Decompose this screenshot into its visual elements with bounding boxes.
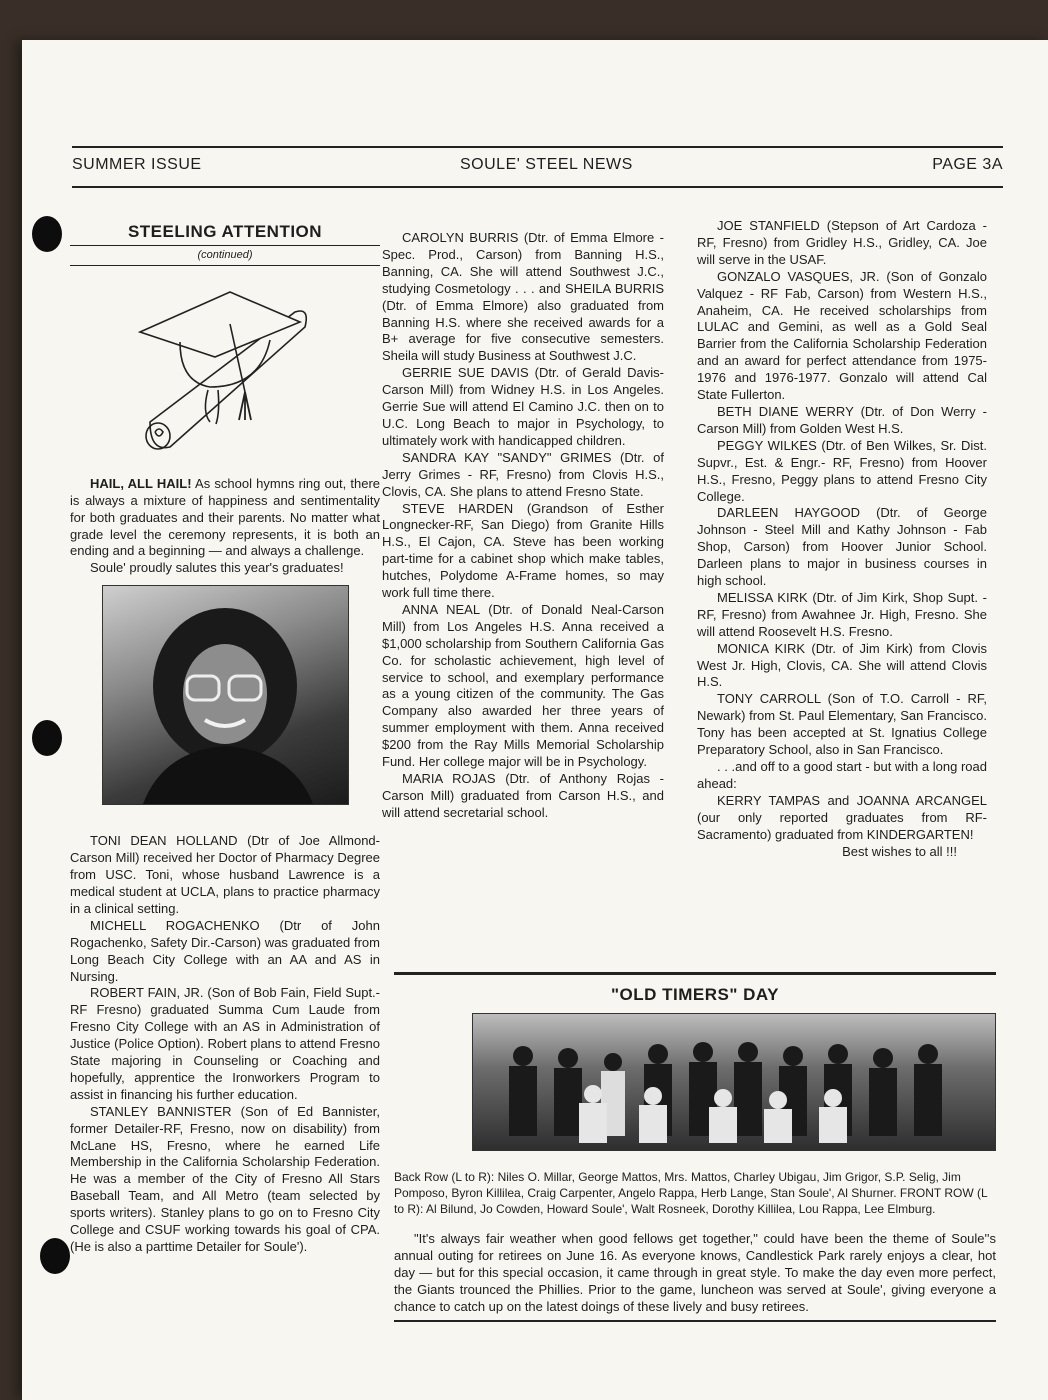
old-timers-top-rule <box>394 972 996 975</box>
old-timers-title: "OLD TIMERS" DAY <box>610 985 779 1004</box>
column-2 <box>382 230 664 822</box>
entry-harden: STEVE HARDEN (Grandson of Esther Longnecker-RF, San Diego) from Granite Hills H.S., El Cajon, CA. Steve has been working part-time for a cabinet shop which make tables, hutches, Polydome A-Frame homes, so may work full time there. <box>382 500 664 601</box>
portrait-icon <box>103 586 348 804</box>
header-top-rule <box>72 146 1003 148</box>
section-subtitle: (continued) <box>70 245 380 266</box>
entry-haygood: DARLEEN HAYGOOD (Dtr. of George Johnson - Steel Mill and Kathy Johnson - Fab Shop, Carson) from Hoover Junior School. Darleen plans to major in business courses in high school. <box>697 505 987 589</box>
old-timers-caption: Back Row (L to R): Niles O. Millar, George Mattos, Mrs. Mattos, Charley Ubigau, Jim Grigor, S.P. Selig, Jim Pomposo, Byron Killilea, Craig Carpenter, Angelo Rappa, Herb Lange, Stan Soule', Al Shurner. FRONT ROW (L to R): Al Bilund, Jo Cowden, Howard Soule', Walt Rosneek, Dorothy Killilea, Lou Rappa, Lee Elmburg. <box>394 1170 988 1216</box>
old-timers-body: "It's always fair weather when good fellows get together," could have been the theme of Soule''s annual outing for retirees on June 16. As everyone knows, Candlestick Park rarely enjoys a clear, hot day — but for this special occasion, it came through in great style. To make the day even more perfect, the Giants trounced the Phillies. Prior to the game, luncheon was served at Soule', giving everyone a chance to catch up on the latest doings of these lively and busy retirees. <box>394 1231 996 1314</box>
section-title: STEELING ATTENTION <box>127 222 323 241</box>
entry-bannister: STANLEY BANNISTER (Son of Ed Bannister, former Detailer-RF, Fresno, now on disability) from McLane HS, Fresno, where he earned Life Membership in the California Scholarship Federation. He was a member of the City of Fresno All Stars Baseball Team, and All Metro (team selected by sports writers). Stanley plans to go on to Fresno City College and CSUF working towards his goal of CPA. (He is also a parttime Detailer for Soule'). <box>70 1103 380 1254</box>
graduate-portrait-photo <box>102 585 349 805</box>
binder-hole-bottom <box>40 1238 70 1274</box>
old-timers-bottom-rule <box>394 1320 996 1322</box>
intro-lead: HAIL, ALL HAIL! <box>90 475 192 491</box>
intro-paragraph <box>70 476 380 561</box>
old-timers-group-photo <box>472 1013 996 1151</box>
newsletter-title: SOULE' STEEL NEWS <box>460 156 633 173</box>
entry-carroll: TONY CARROLL (Son of T.O. Carroll - RF, Newark) from St. Paul Elementary, San Francisco. Tony has been accepted at St. Ignatius College Preparatory School, also in San Francisco. <box>697 691 987 758</box>
entry-neal: ANNA NEAL (Dtr. of Donald Neal-Carson Mill) from Los Angeles H.S. Anna received a $1,000 scholarship from Southern California Gas Co. for scholastic achievement, high level of service to school, and exemplary performance as a young citizen of the community. The Gas Company also awarded her three years of summer employment with them. Anna received $200 from the Ray Mills Memorial Scholarship Fund. Her college major will be in Psychology. <box>382 601 664 770</box>
column-3 <box>697 218 987 860</box>
page-number: PAGE 3A <box>932 156 1003 173</box>
intro-text: As school hymns ring out, there is always a mixture of happiness and sentimentality for both graduates and their parents. No matter what grade level the ceremony represents, it is both an ending and a beginning — and always a challenge. <box>70 475 380 559</box>
entry-fain: ROBERT FAIN, JR. (Son of Bob Fain, Field Supt.-RF Fresno) graduated Summa Cum Laude from Fresno City College with an AS in Administration of Justice (Police Option). Robert plans to attend Fresno State majoring in Counseling or Coaching and hopefully, apprentice the Ironworkers Program to assist in financing his further education. <box>70 985 380 1102</box>
newsletter-page <box>22 40 1048 1400</box>
entry-rojas: MARIA ROJAS (Dtr. of Anthony Rojas - Carson Mill) graduated from Carson H.S., and will attend secretarial school. <box>382 771 664 820</box>
entry-melissa-kirk: MELISSA KIRK (Dtr. of Jim Kirk, Shop Supt. -RF, Fresno) from Awahnee Jr. High, Fresno. She will attend Roosevelt H.S. Fresno. <box>697 589 987 639</box>
entry-stanfield: JOE STANFIELD (Stepson of Art Cardoza - RF, Fresno) from Gridley H.S., Gridley, CA. Joe will serve in the USAF. <box>697 218 987 267</box>
entry-monica-kirk: MONICA KIRK (Dtr. of Jim Kirk) from Clovis West Jr. High, Clovis, CA. She will attend Clovis H.S. <box>697 640 987 690</box>
header-bottom-rule <box>72 186 1003 188</box>
entry-burris: CAROLYN BURRIS (Dtr. of Emma Elmore - Spec. Prod., Carson) from Banning H.S., Banning, CA. She will attend Southwest J.C., studying Cosmetology . . . and SHEILA BURRIS (Dtr. of Emma Elmore) also graduated from Banning H.S. where she received awards for a B+ average for five consecutive semesters. Sheila will study Business at Southwest J.C. <box>382 230 664 364</box>
closing-line: Best wishes to all !!! <box>842 843 957 859</box>
graduation-illustration <box>70 272 380 462</box>
graduation-cap-diploma-icon <box>120 272 330 457</box>
entry-davis: GERRIE SUE DAVIS (Dtr. of Gerald Davis-Carson Mill) from Widney H.S. in Los Angeles. Gerrie Sue will attend El Camino J.C. then on to U.C. Long Beach to major in Psychology, to ultimately work with handicapped children. <box>382 365 664 448</box>
entry-transition: . . .and off to a good start - but with a long road ahead: <box>697 759 987 791</box>
entry-grimes: SANDRA KAY "SANDY" GRIMES (Dtr. of Jerry Grimes - RF, Fresno) from Clovis H.S., Clovis, CA. She plans to attend Fresno State. <box>382 449 664 499</box>
old-timers-section <box>394 972 996 1322</box>
column-1 <box>70 224 380 1256</box>
binder-hole-top <box>32 216 62 252</box>
entry-rogachenko: MICHELL ROGACHENKO (Dtr of John Rogachenko, Safety Dir.-Carson) was graduated from Long Beach City College with an AA and AS in Nursing. <box>70 917 380 984</box>
entry-vasques: GONZALO VASQUES, JR. (Son of Gonzalo Valquez - RF Fab, Carson) from Western H.S., Anaheim, CA. He received scholarships from LULAC and Gemini, as well as a Gold Seal Barrier from the California Scholarship Federation and an award for perfect attendance from 1975-1976 and 1976-1977. Gonzalo will attend Cal State Fullerton. <box>697 268 987 403</box>
entry-werry: BETH DIANE WERRY (Dtr. of Don Werry - Carson Mill) from Golden West H.S. <box>697 403 987 436</box>
salute-paragraph: Soule' proudly salutes this year's graduates! <box>90 560 344 576</box>
issue-label: SUMMER ISSUE <box>72 156 202 173</box>
binder-hole-middle <box>32 720 62 756</box>
entry-holland: TONI DEAN HOLLAND (Dtr of Joe Allmond-Carson Mill) received her Doctor of Pharmacy Degree from USC. Toni, whose husband Lawrence is a medical student at UCLA, plans to practice pharmacy in a clinical setting. <box>70 833 380 916</box>
entry-wilkes: PEGGY WILKES (Dtr. of Ben Wilkes, Sr. Dist. Supvr., Est. & Engr.- RF, Fresno) from Hoover H.S., Fresno, Peggy plans to attend Fresno City College. <box>697 437 987 504</box>
old-timers-article <box>394 1231 996 1316</box>
group-photo-icon <box>473 1014 995 1150</box>
entry-kindergarten: KERRY TAMPAS and JOANNA ARCANGEL (our only reported graduates from RF-Sacramento) graduated from KINDERGARTEN! <box>697 792 987 842</box>
